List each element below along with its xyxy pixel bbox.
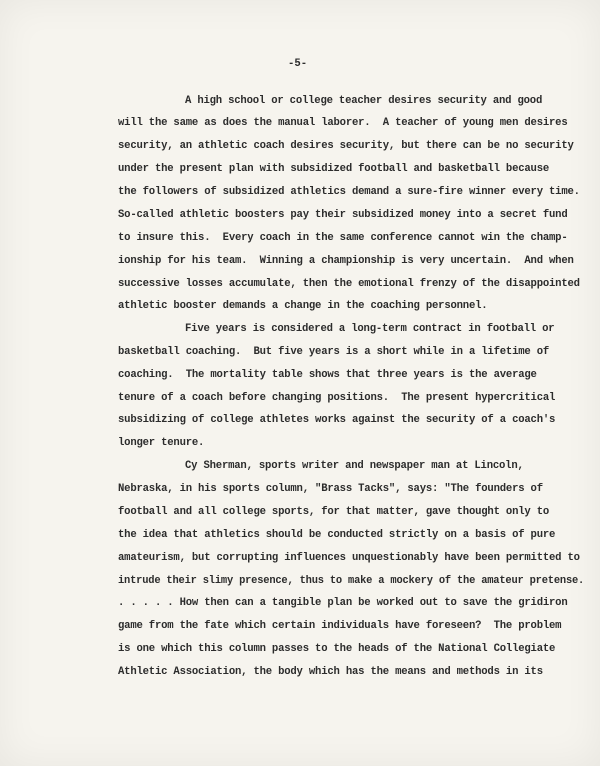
text-line: under the present plan with subsidized football and basketball because — [118, 163, 550, 175]
text-line: to insure this. Every coach in the same conference cannot win the champ- — [118, 232, 568, 244]
text-line: coaching. The mortality table shows that three years is the average — [118, 369, 537, 381]
page-number: -5- — [288, 58, 308, 70]
text-line: will the same as does the manual laborer. A teacher of young men desires — [118, 117, 568, 129]
text-line: Nebraska, in his sports column, "Brass Tacks", says: "The founders of — [118, 483, 543, 495]
text-line: So-called athletic boosters pay their subsidized money into a secret fund — [118, 209, 568, 221]
text-line: ionship for his team. Winning a championship is very uncertain. And when — [118, 255, 574, 267]
text-line: athletic booster demands a change in the coaching personnel. — [118, 300, 488, 312]
text-line: intrude their slimy presence, thus to make a mockery of the amateur pretense. — [118, 575, 585, 587]
text-line: is one which this column passes to the heads of the National Collegiate — [118, 643, 556, 655]
text-line: security, an athletic coach desires security, but there can be no security — [118, 140, 574, 152]
text-line: game from the fate which certain individuals have foreseen? The problem — [118, 620, 562, 632]
text-line: subsidizing of college athletes works against the security of a coach's — [118, 414, 556, 426]
text-line: the followers of subsidized athletics demand a sure-fire winner every time. — [118, 186, 580, 198]
text-line: the idea that athletics should be conducted strictly on a basis of pure — [118, 529, 556, 541]
text-line: amateurism, but corrupting influences unquestionably have been permitted to — [118, 552, 580, 564]
text-line: Cy Sherman, sports writer and newspaper man at Lincoln, — [185, 460, 524, 472]
text-line: successive losses accumulate, then the emotional frenzy of the disappointed — [118, 278, 580, 290]
text-line: A high school or college teacher desires security and good — [185, 95, 543, 107]
text-line: Five years is considered a long-term contract in football or — [185, 323, 555, 335]
text-line: longer tenure. — [118, 437, 205, 449]
text-line: tenure of a coach before changing positions. The present hypercritical — [118, 392, 556, 404]
text-line: Athletic Association, the body which has the means and methods in its — [118, 666, 543, 678]
text-line: . . . . . How then can a tangible plan be worked out to save the gridiron — [118, 597, 568, 609]
text-line: football and all college sports, for that matter, gave thought only to — [118, 506, 550, 518]
text-line: basketball coaching. But five years is a short while in a lifetime of — [118, 346, 550, 358]
